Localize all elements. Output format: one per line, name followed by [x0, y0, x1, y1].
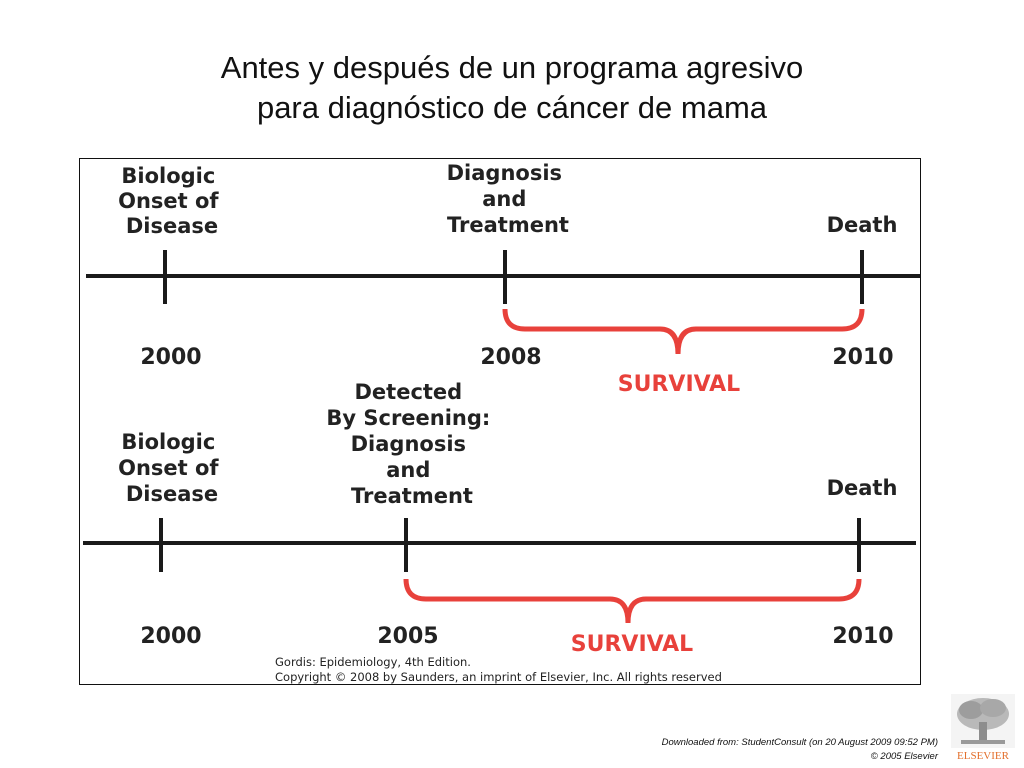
event-label-onset: Biologic Onset of Disease — [118, 430, 219, 506]
publisher-logo — [951, 694, 1015, 762]
event-label-onset: Biologic Onset of Disease — [118, 164, 219, 238]
elsevier-logo-text: ELSEVIER — [957, 750, 1009, 762]
survival-brace — [406, 579, 859, 623]
downloaded-from-text: Downloaded from: StudentConsult (on 20 August 2009 09:52 PM) — [661, 737, 938, 748]
year-label: 2005 — [377, 624, 439, 649]
elsevier-tree-icon — [951, 694, 1015, 762]
event-label-death: Death — [826, 213, 898, 237]
event-label-diagnosis: Diagnosis and Treatment — [446, 161, 569, 237]
timeline-after — [83, 380, 916, 657]
year-label: 2010 — [832, 345, 894, 370]
survival-label: SURVIVAL — [617, 372, 741, 397]
event-label-death: Death — [826, 476, 898, 500]
timeline-diagram — [80, 159, 922, 686]
source-credit-line-1: Gordis: Epidemiology, 4th Edition. — [275, 655, 471, 669]
copyright-text: © 2005 Elsevier — [870, 751, 938, 762]
timeline-figure — [79, 158, 921, 685]
title-line-2: para diagnóstico de cáncer de mama — [256, 90, 768, 125]
survival-label: SURVIVAL — [570, 632, 694, 657]
event-label-screening: Detected By Screening: Diagnosis and Treatment — [326, 380, 491, 508]
survival-brace — [505, 309, 862, 354]
source-credit-line-2: Copyright © 2008 by Saunders, an imprint of Elsevier, Inc. All rights reserved — [275, 670, 722, 684]
download-note — [662, 736, 938, 764]
title-line-1: Antes y después de un programa agresivo — [220, 50, 804, 85]
year-label: 2008 — [480, 345, 542, 370]
year-label: 2000 — [140, 345, 202, 370]
year-label: 2010 — [832, 624, 894, 649]
slide-title — [0, 48, 1024, 128]
timeline-before — [86, 161, 920, 397]
year-label: 2000 — [140, 624, 202, 649]
